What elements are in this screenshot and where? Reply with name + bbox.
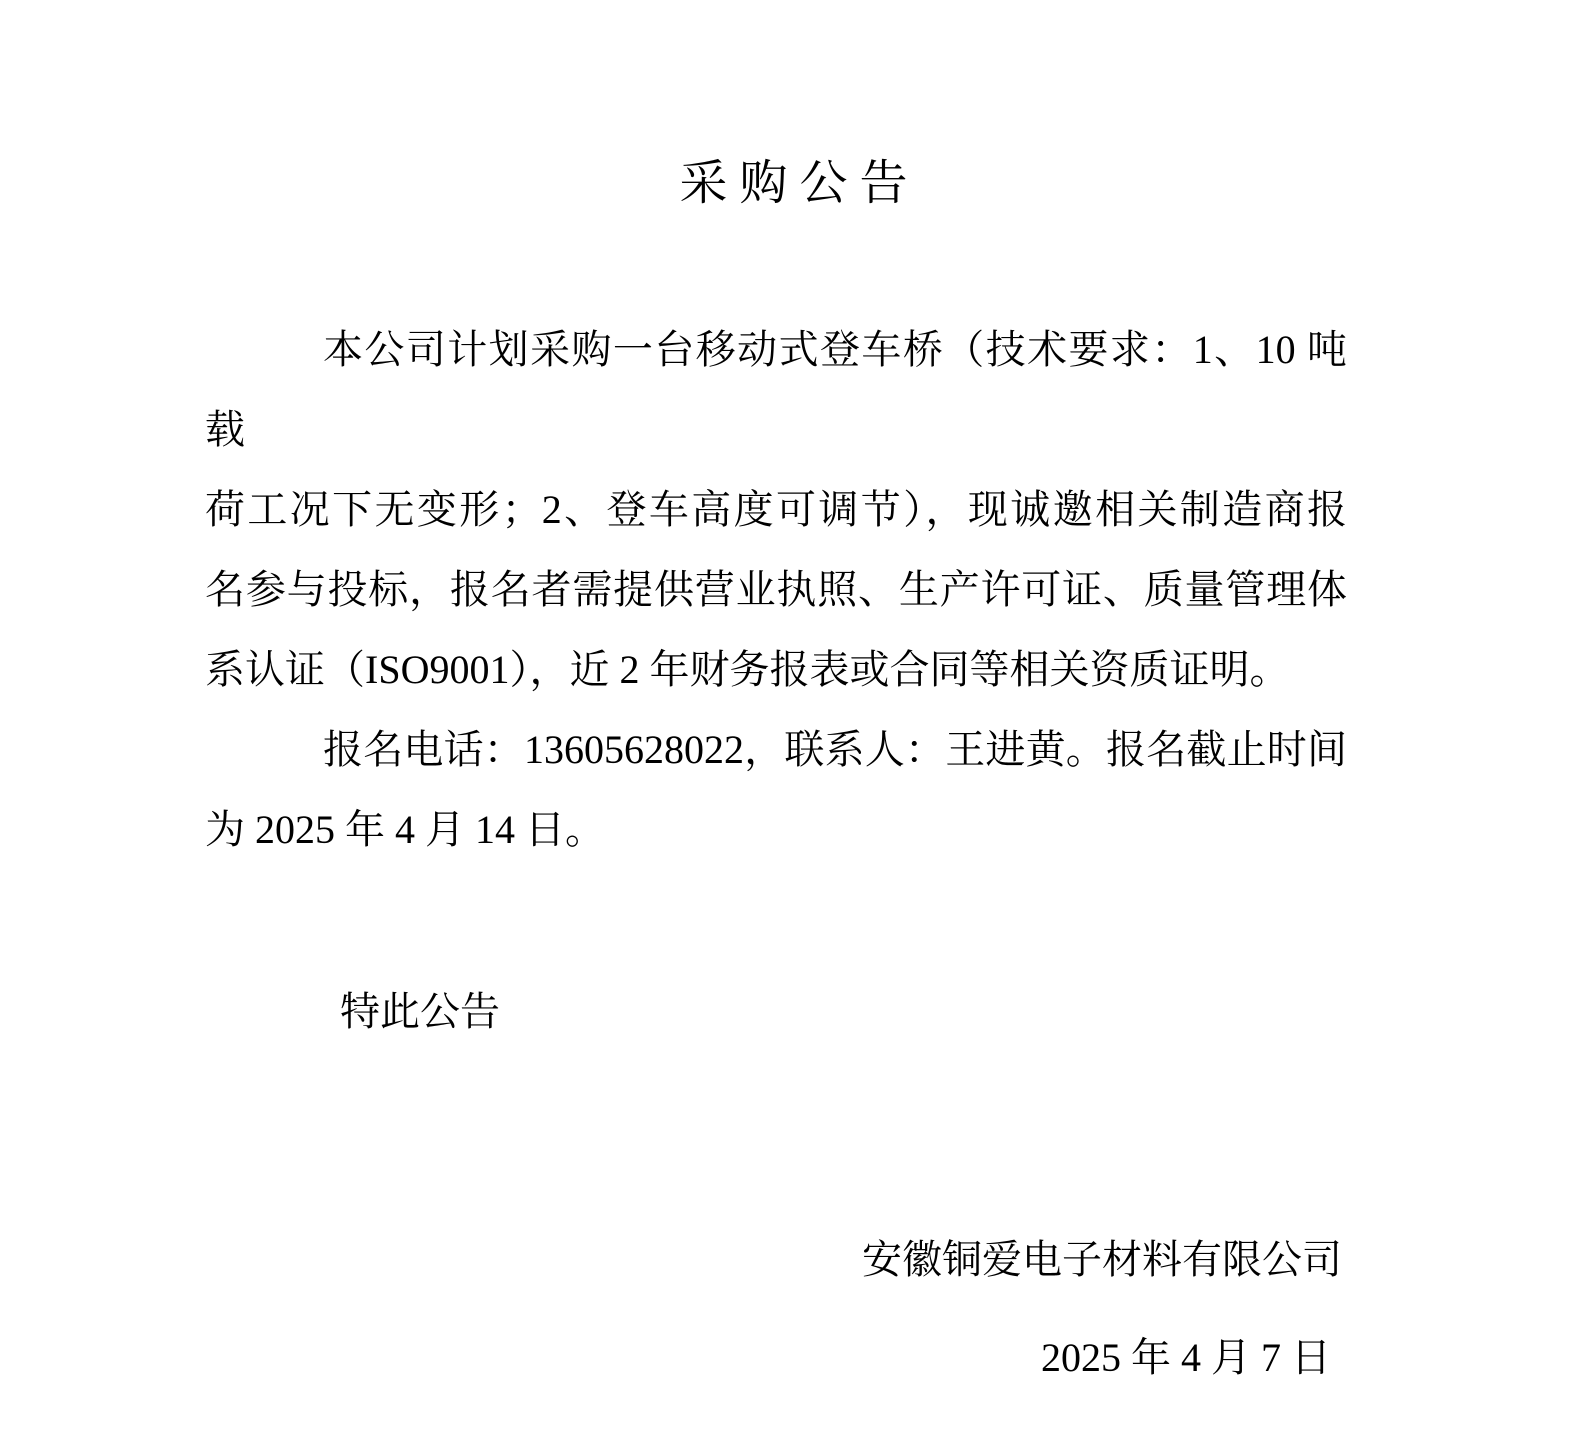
paragraph1-line4: 系认证（ISO9001），近 2 年财务报表或合同等相关资质证明。 bbox=[205, 647, 1290, 692]
document-title: 采 购 公 告 bbox=[679, 157, 908, 210]
signature-date: 2025 年 4 月 7 日 bbox=[1041, 1335, 1331, 1380]
signature-block bbox=[205, 1220, 1347, 1398]
company-name: 安徽铜爱电子材料有限公司 bbox=[862, 1237, 1342, 1282]
document-body bbox=[205, 310, 1347, 870]
paragraph2-line2: 为 2025 年 4 月 14 日。 bbox=[205, 807, 605, 852]
paragraph1-line3: 名参与投标，报名者需提供营业执照、生产许可证、质量管理体 bbox=[205, 567, 1347, 612]
paragraph1-line2: 荷工况下无变形；2、登车高度可调节），现诚邀相关制造商报 bbox=[205, 487, 1347, 532]
paragraph2-line1: 报名电话：13605628022，联系人：王进黄。报名截止时间 bbox=[323, 727, 1347, 772]
paragraph1-line1: 本公司计划采购一台移动式登车桥（技术要求：1、10 吨载 bbox=[205, 327, 1347, 452]
closing-statement: 特此公告 bbox=[340, 989, 500, 1034]
